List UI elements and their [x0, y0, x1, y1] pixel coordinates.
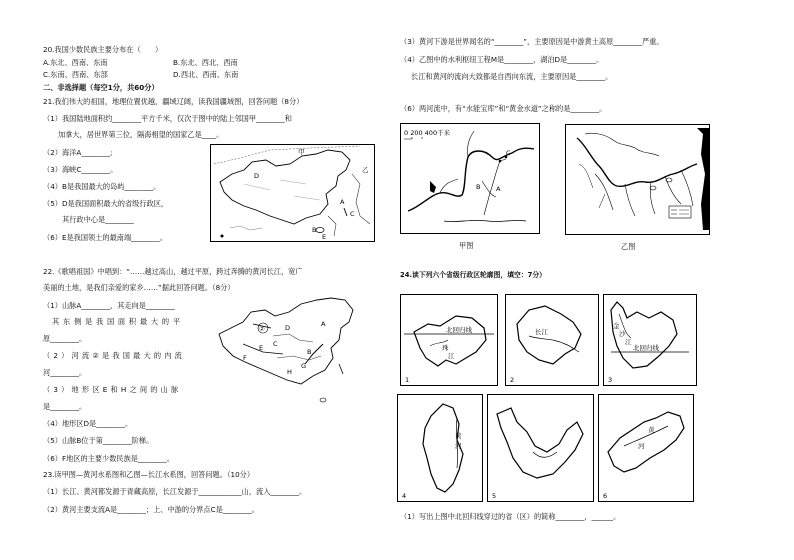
china-territory-map-label-yi: 乙: [362, 166, 369, 174]
outline-6-number: 6: [603, 492, 608, 500]
outline-3-label-jin: 金: [613, 322, 620, 330]
outline-4-number: 4: [402, 492, 407, 500]
q21-line-2: 加拿大，居世界第三位，隔海相望的国家乙是____。: [58, 130, 224, 139]
q21-line-7: 其行政中心是________: [62, 215, 134, 224]
china-territory-map-label-e: E: [322, 233, 327, 241]
q22-stem-2: 美丽的土地，是我们亲爱的家乡……”据此回答问题。（8分）: [43, 283, 235, 292]
china-territory-map-label-d: D: [254, 172, 260, 180]
q23-line-4: （4）乙图中的水利枢纽工程M是________，湖泊D是________。: [400, 55, 604, 64]
yangtze-river-map-drawing: [565, 124, 710, 235]
q21-line-1: （1）我国陆地面积约________平方千米，仅次于图中的陆上邻国甲________和: [43, 114, 292, 123]
q22-line-10: （6）F地区的主要少数民族是________。: [43, 454, 174, 463]
yellow-river-map: [400, 123, 540, 234]
china-terrain-map-label-c: C: [273, 340, 278, 348]
china-territory-map: [210, 144, 375, 242]
china-terrain-map-label-g: G: [301, 362, 307, 370]
q21-line-5: （4）B是我国最大的岛屿________。: [43, 182, 161, 191]
q23-line-6: （6）两河流中，有“水能宝库”和“黄金水道”之称的是________。: [400, 104, 607, 113]
q21-line-6: （5）D是我国面积最大的省级行政区，: [43, 199, 169, 208]
china-terrain-map-label-f: F: [243, 354, 247, 362]
q24-line-1: （1）写出上图中北回归线穿过的省（区）的简称________，______。: [400, 512, 621, 521]
q21-stem: 21.我们伟大的祖国，地理位置优越，疆域辽阔，读我国疆域图，回答问题（8分）: [43, 97, 304, 106]
yellow-river-map-scale: 0 200 400千米: [404, 129, 451, 137]
q20-option-d: D.西北、西南、东南: [173, 70, 239, 79]
china-terrain-map: [213, 294, 370, 412]
outline-1-number: 1: [405, 376, 410, 384]
q20-option-c: C.东南、西南、东部: [43, 70, 108, 79]
q22-line-9: （5）山脉B位于第________阶梯。: [43, 436, 154, 445]
province-outline-4-drawing: [397, 394, 483, 502]
q21-line-8: （6）E是我国领土的最南端________。: [43, 233, 168, 242]
yellow-river-map-label-b: B: [476, 183, 481, 191]
q22-line-7: 是________。: [43, 402, 87, 411]
q23-stem: 23.读甲图—黄河水系图和乙图—长江水系图，回答问题。（10分）: [43, 470, 255, 479]
province-outline-6: [598, 394, 694, 502]
q22-line-5: 河________。: [43, 368, 87, 377]
q21-line-3: （2）海洋A________;: [43, 148, 113, 157]
yellow-river-map-label-c: C: [506, 149, 511, 157]
province-outline-2: [505, 294, 599, 386]
q22-line-6: （3）地形区E和H之间的山脉: [43, 385, 182, 394]
yangtze-river-map-caption: 乙图: [621, 242, 636, 251]
q22-stem-1: 22.《歌唱祖国》中唱到：“……越过高山，越过平原，跨过奔腾的黄河长江，宽广: [43, 267, 303, 276]
outline-6-label-huang: 黄: [648, 426, 655, 434]
outline-3-number: 3: [608, 376, 613, 384]
outline-1-label-zhu: 珠: [442, 344, 449, 352]
yangtze-river-map: [565, 124, 710, 235]
yellow-river-map-caption: 甲图: [459, 241, 474, 250]
province-outline-5-drawing: [487, 394, 594, 502]
province-outline-4: [397, 394, 483, 502]
q20-stem: 20.我国少数民族主要分布在（ ）: [43, 45, 163, 54]
q22-line-1: （1）山脉A________，其走向是________: [43, 301, 175, 310]
outline-1-label-tropic: 北回归线: [446, 326, 472, 334]
q23-line-3: （3）黄河下游是世界闻名的“________”，主要原因是中游黄土高原________严重。: [400, 37, 664, 46]
outline-4-label-huang: 黄: [455, 432, 462, 440]
yellow-river-map-drawing: [400, 123, 540, 234]
q22-line-3: 原________。: [43, 334, 87, 343]
q23-line-5: 长江和黄河的流向大致都是自西向东流，主要原因是________。: [411, 72, 613, 81]
china-terrain-map-label-a: A: [321, 320, 326, 328]
china-terrain-map-label-d: D: [285, 324, 291, 332]
province-outline-1-drawing: [400, 294, 498, 386]
province-outline-2-drawing: [505, 294, 599, 386]
outline-3-label-jiang: 江: [625, 338, 632, 346]
q22-line-4: （2）河流②是我国最大的内流: [43, 351, 186, 360]
province-outline-3: [603, 294, 697, 386]
q21-line-4: （3）海峡C________。: [43, 165, 118, 174]
china-terrain-map-label-h: H: [287, 368, 292, 376]
outline-4-label-he: 河: [455, 442, 462, 450]
outline-2-label-changjiang: 长江: [535, 328, 548, 336]
section-2-heading: 二、非选择题（每空1分，共60分）: [43, 83, 159, 92]
china-territory-map-label-b: B: [312, 226, 317, 234]
province-outline-1: [400, 294, 498, 386]
china-territory-map-drawing: [210, 144, 375, 242]
q20-option-a: A.东北、西南、东南: [43, 58, 108, 67]
province-outline-5: [487, 394, 594, 502]
yellow-river-map-label-a: A: [496, 185, 501, 193]
province-outline-3-drawing: [603, 294, 697, 386]
outline-3-label-tropic: 北回归线: [633, 344, 659, 352]
china-territory-map-label-a: A: [340, 198, 345, 206]
q24-stem: 24.读下列六个省级行政区轮廓图，填空：7分）: [400, 271, 546, 279]
q23-line-1: （1）长江、黄河都发源于青藏高原，长江发源于____________山，流入________。: [43, 487, 307, 496]
china-territory-map-label-c: C: [350, 210, 355, 218]
china-territory-map-label-jia: 甲: [298, 148, 305, 156]
outline-2-number: 2: [510, 376, 515, 384]
outline-1-label-jiang: 江: [448, 352, 455, 360]
province-outline-6-drawing: [598, 394, 694, 502]
q20-option-b: B.东北、西北、西南: [173, 58, 238, 67]
china-terrain-map-label-circled-2: ②: [259, 325, 265, 333]
china-terrain-map-drawing: [213, 294, 370, 412]
china-terrain-map-label-b: B: [307, 348, 312, 356]
outline-5-number: 5: [492, 492, 497, 500]
outline-3-label-sha: 沙: [619, 330, 626, 338]
q22-line-8: （4）地形区D是________。: [43, 419, 133, 428]
outline-6-label-he: 河: [638, 442, 645, 450]
china-terrain-map-label-e: E: [259, 344, 264, 352]
q22-line-2: 其东侧是我国面积最大的平: [52, 317, 184, 326]
right-column: [397, 0, 794, 560]
q23-line-2: （2）黄河主要支流A是________；上、中游的分界点C是________。: [43, 505, 259, 514]
